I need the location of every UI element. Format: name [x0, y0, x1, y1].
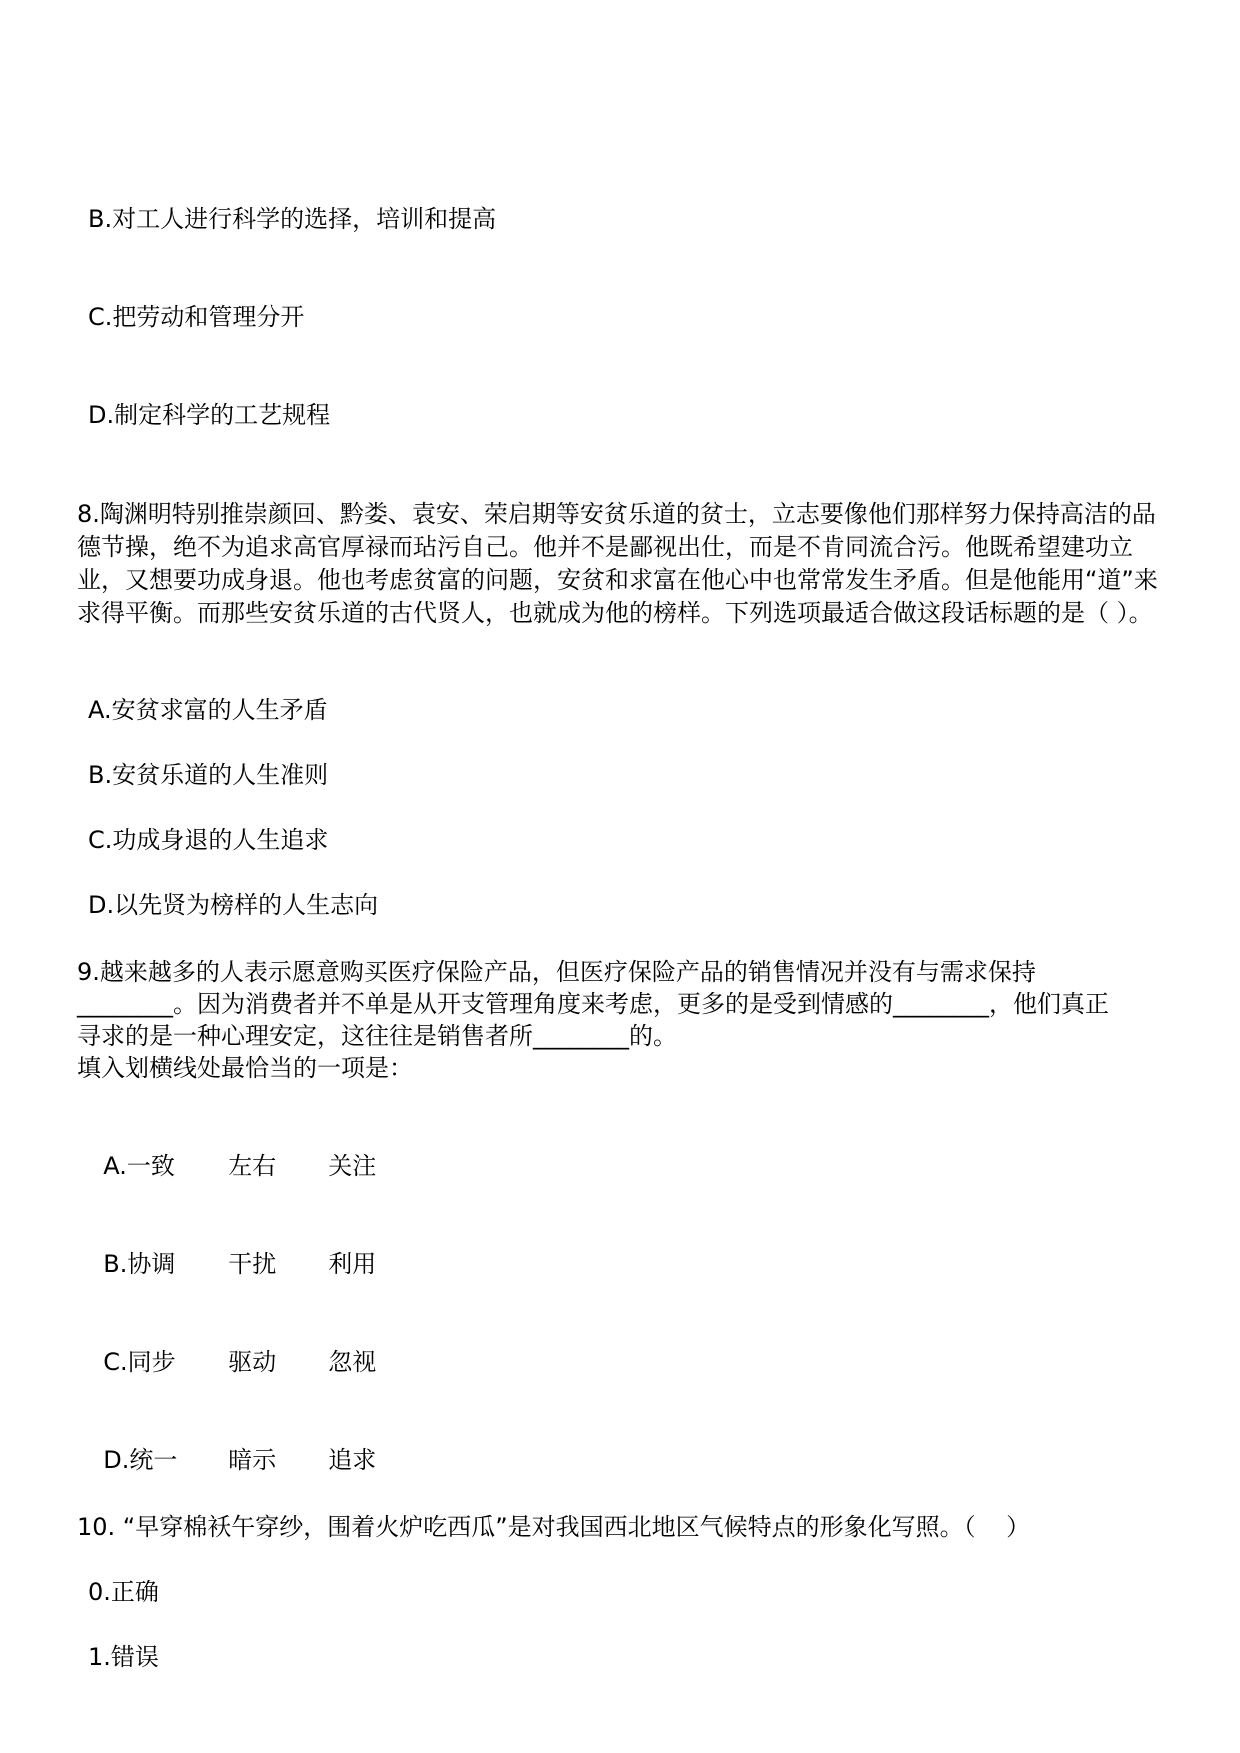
q8-option-c: C.功成身退的人生追求	[88, 826, 329, 854]
q8-option-b: B.安贫乐道的人生准则	[88, 761, 329, 789]
q7-option-b: B.对工人进行科学的选择，培训和提高	[88, 205, 497, 233]
q8-stem	[77, 498, 1167, 630]
q9-option-a-word-2: 左右	[228, 1152, 277, 1180]
q9-option-d-word-3: 追求	[328, 1446, 377, 1474]
q9-stem-line-4: 填入划横线处最恰当的一项是：	[77, 1054, 413, 1082]
q10-option-1: 1.错误	[88, 1643, 159, 1671]
q9-option-c	[88, 1314, 376, 1378]
q9-option-d-word-1: D.统一	[103, 1446, 178, 1474]
q9-option-d	[88, 1412, 376, 1476]
q9-option-b	[88, 1216, 376, 1280]
q9-option-b-word-3: 利用	[328, 1250, 377, 1278]
q9-option-b-word-1: B.协调	[103, 1250, 176, 1278]
q8-stem-text: 8.陶渊明特别推崇颜回、黔娄、袁安、荣启期等安贫乐道的贫士，立志要像他们那样努力保持高洁的品德节操，绝不为追求高官厚禄而玷污自己。他并不是鄙视出仕，而是不肯同流合污。他既希望建功立业，又想要功成身退。他也考虑贫富的问题，安贫和求富在他心中也常常发生矛盾。但是他能用“道”来求得平衡。而那些安贫乐道的古代贤人，也就成为他的榜样。下列选项最适合做这段话标题的是（ ）。	[77, 500, 1158, 627]
q9-option-a-word-1: A.一致	[103, 1152, 175, 1180]
q9-option-c-word-1: C.同步	[103, 1348, 176, 1376]
q9-option-c-word-2: 驱动	[228, 1348, 277, 1376]
q9-option-b-word-2: 干扰	[228, 1250, 277, 1278]
q9-option-a-word-3: 关注	[328, 1152, 377, 1180]
q10-option-0: 0.正确	[88, 1578, 159, 1606]
q8-option-a: A.安贫求富的人生矛盾	[88, 696, 328, 724]
q9-stem-line-3: 寻求的是一种心理安定，这往往是销售者所________的。	[77, 1022, 677, 1050]
q9-option-d-word-2: 暗示	[228, 1446, 277, 1474]
q9-stem-line-1: 9.越来越多的人表示愿意购买医疗保险产品，但医疗保险产品的销售情况并没有与需求保持	[77, 958, 1036, 986]
q9-stem-line-2: ________。因为消费者并不单是从开支管理角度来考虑，更多的是受到情感的________，他们真正	[77, 990, 1109, 1018]
q9-option-a	[88, 1118, 376, 1182]
q10-stem: 10. “早穿棉袄午穿纱，围着火炉吃西瓜”是对我国西北地区气候特点的形象化写照。（ ）	[77, 1513, 1031, 1541]
q7-option-d: D.制定科学的工艺规程	[88, 401, 331, 429]
q7-option-c: C.把劳动和管理分开	[88, 303, 305, 331]
q9-option-c-word-3: 忽视	[328, 1348, 377, 1376]
q8-option-d: D.以先贤为榜样的人生志向	[88, 891, 379, 919]
